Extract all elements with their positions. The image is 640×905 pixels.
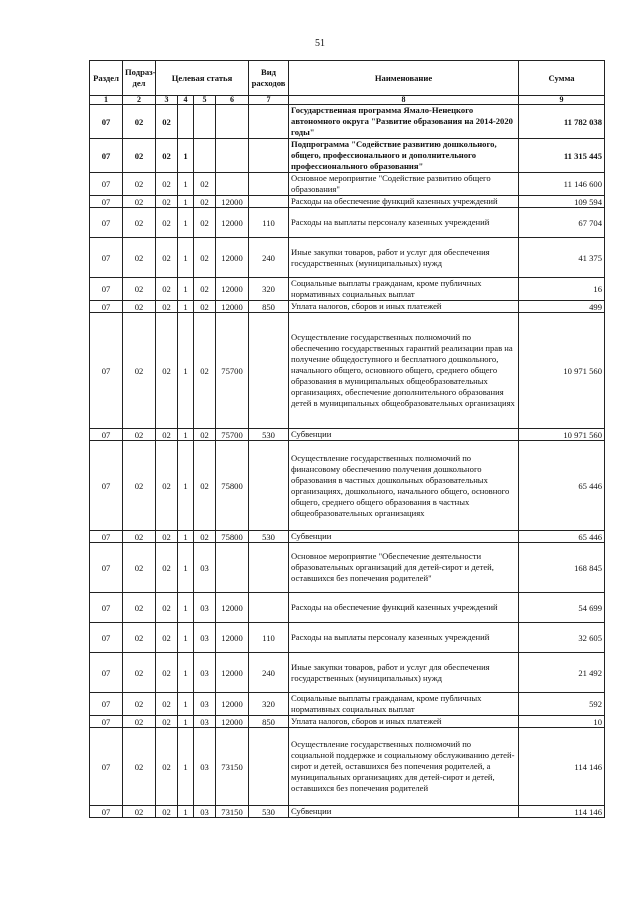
subprogram-cell: 1 [178, 806, 194, 818]
subprogram-cell: 1 [178, 301, 194, 313]
sum-cell: 54 699 [519, 593, 605, 623]
col-number: 5 [194, 96, 216, 105]
razdel-cell: 07 [90, 301, 123, 313]
table-row [90, 531, 605, 543]
name-cell: Осуществление государственных полномочий по обеспечению государственных гарантий реализации прав на получение общедоступного и бесплатного дошкольного, начального общего, основного общего, среднего общего образования в муниципальных общеобразовательных организациях, обеспечение дополнительного образования детей в муниципальных общеобразовательных организациях [289, 313, 519, 429]
podrazdel-cell: 02 [123, 208, 156, 238]
expense-type-cell: 530 [249, 429, 289, 441]
page-number: 51 [315, 38, 325, 49]
podrazdel-cell: 02 [123, 543, 156, 593]
direction-cell: 12000 [216, 278, 249, 301]
program-cell: 02 [156, 441, 178, 531]
header-naimenovanie: Наименование [289, 61, 519, 96]
event-cell: 03 [194, 653, 216, 693]
event-cell: 03 [194, 693, 216, 716]
direction-cell: 12000 [216, 593, 249, 623]
direction-cell: 12000 [216, 238, 249, 278]
direction-cell: 75700 [216, 313, 249, 429]
expense-type-cell [249, 441, 289, 531]
expense-type-cell: 530 [249, 806, 289, 818]
program-cell: 02 [156, 531, 178, 543]
sum-cell: 109 594 [519, 196, 605, 208]
program-cell: 02 [156, 313, 178, 429]
razdel-cell: 07 [90, 728, 123, 806]
sum-cell: 10 971 560 [519, 429, 605, 441]
program-cell: 02 [156, 593, 178, 623]
subprogram-cell: 1 [178, 531, 194, 543]
sum-cell: 10 [519, 716, 605, 728]
direction-cell [216, 105, 249, 139]
name-cell: Подпрограмма "Содействие развитию дошкольного, общего, профессионального и дополнительного профессионального образования" [289, 139, 519, 173]
subprogram-cell: 1 [178, 208, 194, 238]
sum-cell: 11 315 445 [519, 139, 605, 173]
expense-type-cell: 240 [249, 238, 289, 278]
podrazdel-cell: 02 [123, 105, 156, 139]
expense-type-cell: 110 [249, 623, 289, 653]
expense-type-cell: 530 [249, 531, 289, 543]
event-cell: 02 [194, 313, 216, 429]
sum-cell: 114 146 [519, 728, 605, 806]
table-row [90, 301, 605, 313]
event-cell: 03 [194, 728, 216, 806]
table-row [90, 693, 605, 716]
program-cell: 02 [156, 238, 178, 278]
direction-cell: 12000 [216, 716, 249, 728]
table-row [90, 806, 605, 818]
name-cell: Расходы на выплаты персоналу казенных учреждений [289, 208, 519, 238]
name-cell: Основное мероприятие "Обеспечение деятельности образовательных организаций для детей-сирот и детей, оставшихся без попечения родителей" [289, 543, 519, 593]
event-cell: 02 [194, 301, 216, 313]
name-cell: Иные закупки товаров, работ и услуг для обеспечения государственных (муниципальных) нужд [289, 653, 519, 693]
direction-cell: 12000 [216, 653, 249, 693]
table-row [90, 173, 605, 196]
program-cell: 02 [156, 173, 178, 196]
table-row [90, 593, 605, 623]
razdel-cell: 07 [90, 716, 123, 728]
program-cell: 02 [156, 139, 178, 173]
subprogram-cell: 1 [178, 429, 194, 441]
event-cell: 03 [194, 806, 216, 818]
podrazdel-cell: 02 [123, 623, 156, 653]
name-cell: Осуществление государственных полномочий по социальной поддержке и социальному обслуживанию детей-сирот и детей, оставшихся без попечения родителей, а муниципальных организациях для детей-сирот и детей, оставшихся без попечения родителей [289, 728, 519, 806]
subprogram-cell: 1 [178, 543, 194, 593]
sum-cell: 65 446 [519, 531, 605, 543]
table-row [90, 208, 605, 238]
podrazdel-cell: 02 [123, 196, 156, 208]
direction-cell: 75800 [216, 441, 249, 531]
expense-type-cell [249, 728, 289, 806]
program-cell: 02 [156, 301, 178, 313]
razdel-cell: 07 [90, 208, 123, 238]
sum-cell: 16 [519, 278, 605, 301]
event-cell: 02 [194, 278, 216, 301]
event-cell [194, 139, 216, 173]
subprogram-cell: 1 [178, 278, 194, 301]
name-cell: Государственная программа Ямало-Ненецкого автономного округа "Развитие образования на 2014-2020 годы" [289, 105, 519, 139]
table-row [90, 196, 605, 208]
razdel-cell: 07 [90, 313, 123, 429]
expense-type-cell [249, 593, 289, 623]
table-row [90, 728, 605, 806]
name-cell: Основное мероприятие "Содействие развитию общего образования" [289, 173, 519, 196]
col-number: 7 [249, 96, 289, 105]
header-summa: Сумма [519, 61, 605, 96]
subprogram-cell: 1 [178, 623, 194, 653]
expense-type-cell: 320 [249, 278, 289, 301]
subprogram-cell: 1 [178, 139, 194, 173]
subprogram-cell: 1 [178, 313, 194, 429]
razdel-cell: 07 [90, 653, 123, 693]
direction-cell: 75800 [216, 531, 249, 543]
expense-type-cell: 320 [249, 693, 289, 716]
sum-cell: 11 782 038 [519, 105, 605, 139]
col-number: 8 [289, 96, 519, 105]
subprogram-cell: 1 [178, 196, 194, 208]
program-cell: 02 [156, 208, 178, 238]
table-row [90, 139, 605, 173]
razdel-cell: 07 [90, 429, 123, 441]
direction-cell: 12000 [216, 196, 249, 208]
table-row [90, 238, 605, 278]
sum-cell: 32 605 [519, 623, 605, 653]
program-cell: 02 [156, 623, 178, 653]
podrazdel-cell: 02 [123, 313, 156, 429]
table-row [90, 543, 605, 593]
name-cell: Уплата налогов, сборов и иных платежей [289, 301, 519, 313]
expense-type-cell [249, 313, 289, 429]
name-cell: Субвенции [289, 531, 519, 543]
expense-type-cell: 110 [249, 208, 289, 238]
budget-table [89, 60, 605, 818]
subprogram-cell: 1 [178, 593, 194, 623]
table-row [90, 623, 605, 653]
razdel-cell: 07 [90, 543, 123, 593]
sum-cell: 11 146 600 [519, 173, 605, 196]
sum-cell: 168 845 [519, 543, 605, 593]
event-cell: 02 [194, 531, 216, 543]
event-cell: 02 [194, 173, 216, 196]
subprogram-cell: 1 [178, 653, 194, 693]
col-number: 4 [178, 96, 194, 105]
expense-type-cell [249, 196, 289, 208]
program-cell: 02 [156, 716, 178, 728]
direction-cell [216, 139, 249, 173]
name-cell: Социальные выплаты гражданам, кроме публичных нормативных социальных выплат [289, 693, 519, 716]
razdel-cell: 07 [90, 173, 123, 196]
direction-cell: 12000 [216, 693, 249, 716]
table-row [90, 653, 605, 693]
header-podrazdel: Подраз-дел [123, 61, 156, 96]
table-row [90, 429, 605, 441]
col-number: 2 [123, 96, 156, 105]
expense-type-cell: 850 [249, 716, 289, 728]
column-number-row [90, 96, 605, 105]
subprogram-cell: 1 [178, 238, 194, 278]
program-cell: 02 [156, 806, 178, 818]
sum-cell: 21 492 [519, 653, 605, 693]
podrazdel-cell: 02 [123, 139, 156, 173]
razdel-cell: 07 [90, 806, 123, 818]
col-number: 9 [519, 96, 605, 105]
razdel-cell: 07 [90, 441, 123, 531]
podrazdel-cell: 02 [123, 173, 156, 196]
podrazdel-cell: 02 [123, 238, 156, 278]
event-cell: 02 [194, 208, 216, 238]
subprogram-cell: 1 [178, 728, 194, 806]
podrazdel-cell: 02 [123, 728, 156, 806]
event-cell: 02 [194, 238, 216, 278]
razdel-cell: 07 [90, 196, 123, 208]
sum-cell: 10 971 560 [519, 313, 605, 429]
event-cell: 03 [194, 716, 216, 728]
subprogram-cell: 1 [178, 173, 194, 196]
podrazdel-cell: 02 [123, 429, 156, 441]
name-cell: Осуществление государственных полномочий по финансовому обеспечению получения дошкольного образования в частных дошкольных образовательных организациях, дошкольного, начального общего, основного общего, среднего общего образования в частных общеобразовательных организациях [289, 441, 519, 531]
direction-cell: 12000 [216, 623, 249, 653]
razdel-cell: 07 [90, 105, 123, 139]
direction-cell [216, 543, 249, 593]
col-number: 1 [90, 96, 123, 105]
program-cell: 02 [156, 278, 178, 301]
expense-type-cell [249, 173, 289, 196]
header-razdel: Раздел [90, 61, 123, 96]
podrazdel-cell: 02 [123, 441, 156, 531]
razdel-cell: 07 [90, 278, 123, 301]
razdel-cell: 07 [90, 693, 123, 716]
program-cell: 02 [156, 105, 178, 139]
podrazdel-cell: 02 [123, 278, 156, 301]
program-cell: 02 [156, 543, 178, 593]
event-cell [194, 105, 216, 139]
program-cell: 02 [156, 196, 178, 208]
header-celevaya-statya: Целевая статья [156, 61, 249, 96]
direction-cell: 12000 [216, 301, 249, 313]
program-cell: 02 [156, 429, 178, 441]
subprogram-cell: 1 [178, 693, 194, 716]
razdel-cell: 07 [90, 238, 123, 278]
sum-cell: 592 [519, 693, 605, 716]
table-row [90, 716, 605, 728]
event-cell: 03 [194, 623, 216, 653]
event-cell: 02 [194, 429, 216, 441]
expense-type-cell: 240 [249, 653, 289, 693]
sum-cell: 65 446 [519, 441, 605, 531]
col-number: 6 [216, 96, 249, 105]
name-cell: Уплата налогов, сборов и иных платежей [289, 716, 519, 728]
name-cell: Социальные выплаты гражданам, кроме публичных нормативных социальных выплат [289, 278, 519, 301]
table-row [90, 313, 605, 429]
program-cell: 02 [156, 653, 178, 693]
expense-type-cell: 850 [249, 301, 289, 313]
direction-cell [216, 173, 249, 196]
subprogram-cell: 1 [178, 716, 194, 728]
razdel-cell: 07 [90, 593, 123, 623]
header-row [90, 61, 605, 96]
sum-cell: 499 [519, 301, 605, 313]
podrazdel-cell: 02 [123, 531, 156, 543]
table-row [90, 441, 605, 531]
podrazdel-cell: 02 [123, 593, 156, 623]
sum-cell: 114 146 [519, 806, 605, 818]
expense-type-cell [249, 139, 289, 173]
podrazdel-cell: 02 [123, 716, 156, 728]
name-cell: Субвенции [289, 429, 519, 441]
direction-cell: 73150 [216, 806, 249, 818]
razdel-cell: 07 [90, 531, 123, 543]
program-cell: 02 [156, 728, 178, 806]
podrazdel-cell: 02 [123, 301, 156, 313]
subprogram-cell [178, 105, 194, 139]
col-number: 3 [156, 96, 178, 105]
subprogram-cell: 1 [178, 441, 194, 531]
expense-type-cell [249, 105, 289, 139]
direction-cell: 73150 [216, 728, 249, 806]
event-cell: 02 [194, 441, 216, 531]
podrazdel-cell: 02 [123, 653, 156, 693]
name-cell: Расходы на выплаты персоналу казенных учреждений [289, 623, 519, 653]
razdel-cell: 07 [90, 139, 123, 173]
direction-cell: 12000 [216, 208, 249, 238]
direction-cell: 75700 [216, 429, 249, 441]
event-cell: 03 [194, 593, 216, 623]
header-vid-rashodov: Вид расходов [249, 61, 289, 96]
expense-type-cell [249, 543, 289, 593]
podrazdel-cell: 02 [123, 806, 156, 818]
name-cell: Расходы на обеспечение функций казенных учреждений [289, 593, 519, 623]
sum-cell: 67 704 [519, 208, 605, 238]
table-row [90, 278, 605, 301]
name-cell: Субвенции [289, 806, 519, 818]
razdel-cell: 07 [90, 623, 123, 653]
event-cell: 03 [194, 543, 216, 593]
podrazdel-cell: 02 [123, 693, 156, 716]
event-cell: 02 [194, 196, 216, 208]
table-row [90, 105, 605, 139]
name-cell: Иные закупки товаров, работ и услуг для обеспечения государственных (муниципальных) нужд [289, 238, 519, 278]
program-cell: 02 [156, 693, 178, 716]
sum-cell: 41 375 [519, 238, 605, 278]
name-cell: Расходы на обеспечение функций казенных учреждений [289, 196, 519, 208]
